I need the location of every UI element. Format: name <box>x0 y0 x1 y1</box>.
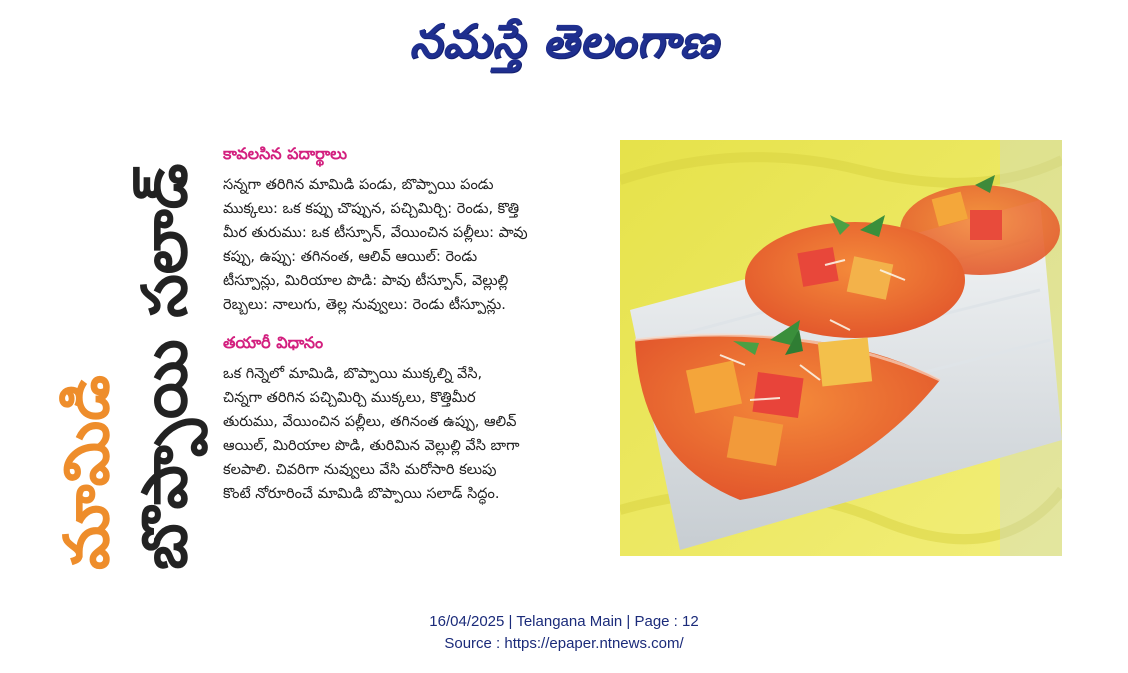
ingredients-line: ముక్కలు: ఒక కప్పు చొప్పున, పచ్చిమిర్చి: రెండు, కొత్తి <box>223 201 520 217</box>
ingredients-line: కప్పు, ఉప్పు: తగినంత, ఆలివ్ ఆయిల్: రెండు <box>223 249 478 265</box>
ingredients-line: రెబ్బలు: నాలుగు, తెల్ల నువ్వులు: రెండు టీస్పూన్లు. <box>223 297 506 313</box>
ingredients-text <box>223 173 608 317</box>
method-line: చిన్నగా తరిగిన పచ్చిమిర్చి ముక్కలు, కొత్తిమీర <box>223 390 476 406</box>
method-line: ఒక గిన్నెలో మామిడి, బొప్పాయి ముక్కల్ని వేసి, <box>223 366 483 382</box>
method-line: కలపాలి. చివరిగా నువ్వులు వేసి మరోసారి కలుపు <box>223 462 497 478</box>
method-text <box>223 362 608 506</box>
article-body <box>223 140 608 506</box>
ingredients-line: సన్నగా తరిగిన మామిడి పండు, బొప్పాయి పండు <box>223 177 494 193</box>
salad-photo <box>620 140 1062 556</box>
headline-line-mango: మామిడి <box>50 374 123 570</box>
method-line: తురుము, వేయించిన పల్లీలు, తగినంత ఉప్పు, ఆలివ్ <box>223 414 517 430</box>
method-line: ఆయిల్, మిరియాల పొడి, తురిమిన వెల్లుల్లి వేసి బాగా <box>223 438 520 454</box>
headline-line-papaya-salad: బొప్పాయి సలాడ్ <box>128 163 201 570</box>
ingredients-line: టీస్పూన్లు, మిరియాల పొడి: పావు టీస్పూన్, వెల్లుల్లి <box>223 273 509 289</box>
ingredients-line: మీర తురుము: ఒక టీస్పూన్, వేయించిన పల్లీలు: పావు <box>223 225 528 241</box>
method-line: కొంటే నోరూరించే మామిడి బొప్పాయి సలాడ్ సిద్ధం. <box>223 486 500 502</box>
method-title: తయారీ విధానం <box>223 333 324 352</box>
footer-source: Source : https://epaper.ntnews.com/ <box>444 635 684 652</box>
masthead <box>0 6 1128 76</box>
masthead-title: నమస్తే తెలంగాణ <box>409 14 719 68</box>
article-headline <box>50 130 205 570</box>
ingredients-title: కావలసిన పదార్థాలు <box>223 144 348 163</box>
footer-edition-info: 16/04/2025 | Telangana Main | Page : 12 <box>429 613 699 630</box>
page-footer <box>0 611 1128 655</box>
